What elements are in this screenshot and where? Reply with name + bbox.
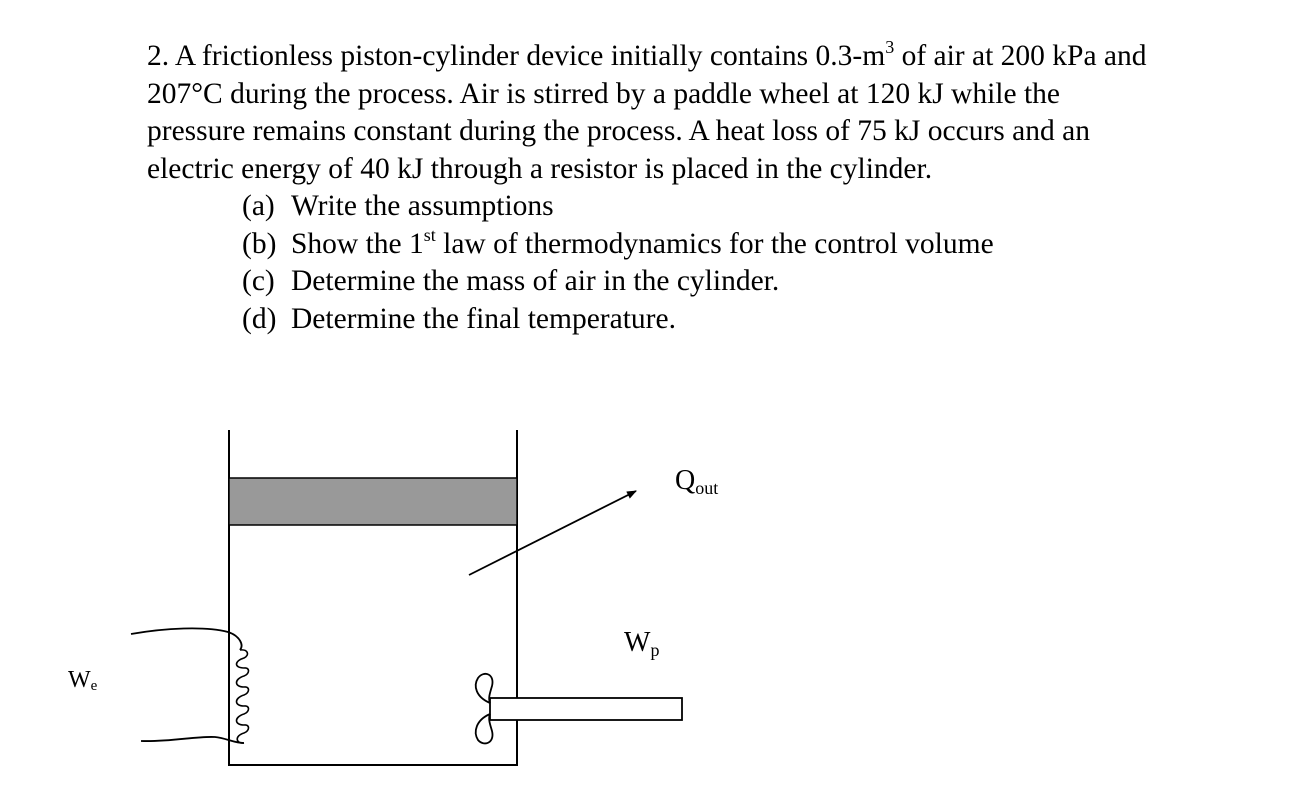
part-text: Write the assumptions — [291, 190, 554, 222]
paddle-work-symbol: W — [624, 627, 651, 658]
part-label: (d) — [242, 302, 277, 335]
paddle-work-subscript: p — [650, 640, 660, 660]
paddle-work-label — [624, 628, 659, 658]
problem-statement — [147, 38, 1267, 338]
heat-subscript: out — [695, 478, 719, 498]
cylinder-walls — [229, 430, 517, 765]
problem-line-1 — [147, 38, 1267, 76]
question-parts — [147, 188, 1267, 338]
part-text-after: law of thermodynamics for the control volume — [435, 227, 994, 260]
resistor-wire-top — [131, 628, 242, 650]
part-label: (a) — [242, 190, 275, 222]
question-part-d — [242, 301, 1267, 339]
heat-symbol: Q — [675, 465, 696, 496]
problem-number: 2. — [147, 40, 170, 72]
piston — [229, 478, 517, 525]
electric-work-subscript: e — [90, 678, 98, 694]
problem-text — [147, 38, 1267, 188]
part-label: (c) — [242, 265, 275, 297]
part-label: (b) — [242, 227, 277, 260]
heat-out-label — [675, 466, 718, 496]
paddle-blade-lower — [476, 714, 493, 743]
electric-work-symbol: W — [68, 667, 91, 693]
question-part-c — [242, 263, 1267, 301]
volume-exponent: 3 — [885, 37, 895, 57]
problem-line-2: 207°C during the process. Air is stirred by a paddle wheel at 120 kJ while the — [147, 77, 1061, 110]
problem-line-4: electric energy of 40 kJ through a resistor is placed in the cylinder. — [147, 152, 933, 185]
paddle-blade-upper — [476, 674, 493, 703]
resistor-wire-bottom — [141, 737, 244, 743]
paddle-wheel — [476, 674, 493, 744]
problem-line-1-tail: of air at 200 kPa and — [894, 40, 1147, 72]
question-part-b — [242, 226, 1267, 264]
electric-work-label — [68, 665, 97, 695]
ordinal-superscript: st — [423, 224, 436, 245]
part-text: Determine the final temperature. — [291, 302, 676, 335]
paddle-shaft — [490, 698, 682, 720]
part-text: Determine the mass of air in the cylinder. — [291, 265, 780, 297]
heat-loss-arrow — [469, 491, 636, 575]
question-part-a — [242, 188, 1267, 226]
problem-line-1-text: A frictionless piston-cylinder device initially contains 0.3-m — [174, 40, 886, 72]
problem-line-3: pressure remains constant during the process. A heat loss of 75 kJ occurs and an — [147, 115, 1090, 147]
part-text-before: Show the 1 — [291, 227, 424, 260]
resistor-coil — [237, 650, 249, 743]
